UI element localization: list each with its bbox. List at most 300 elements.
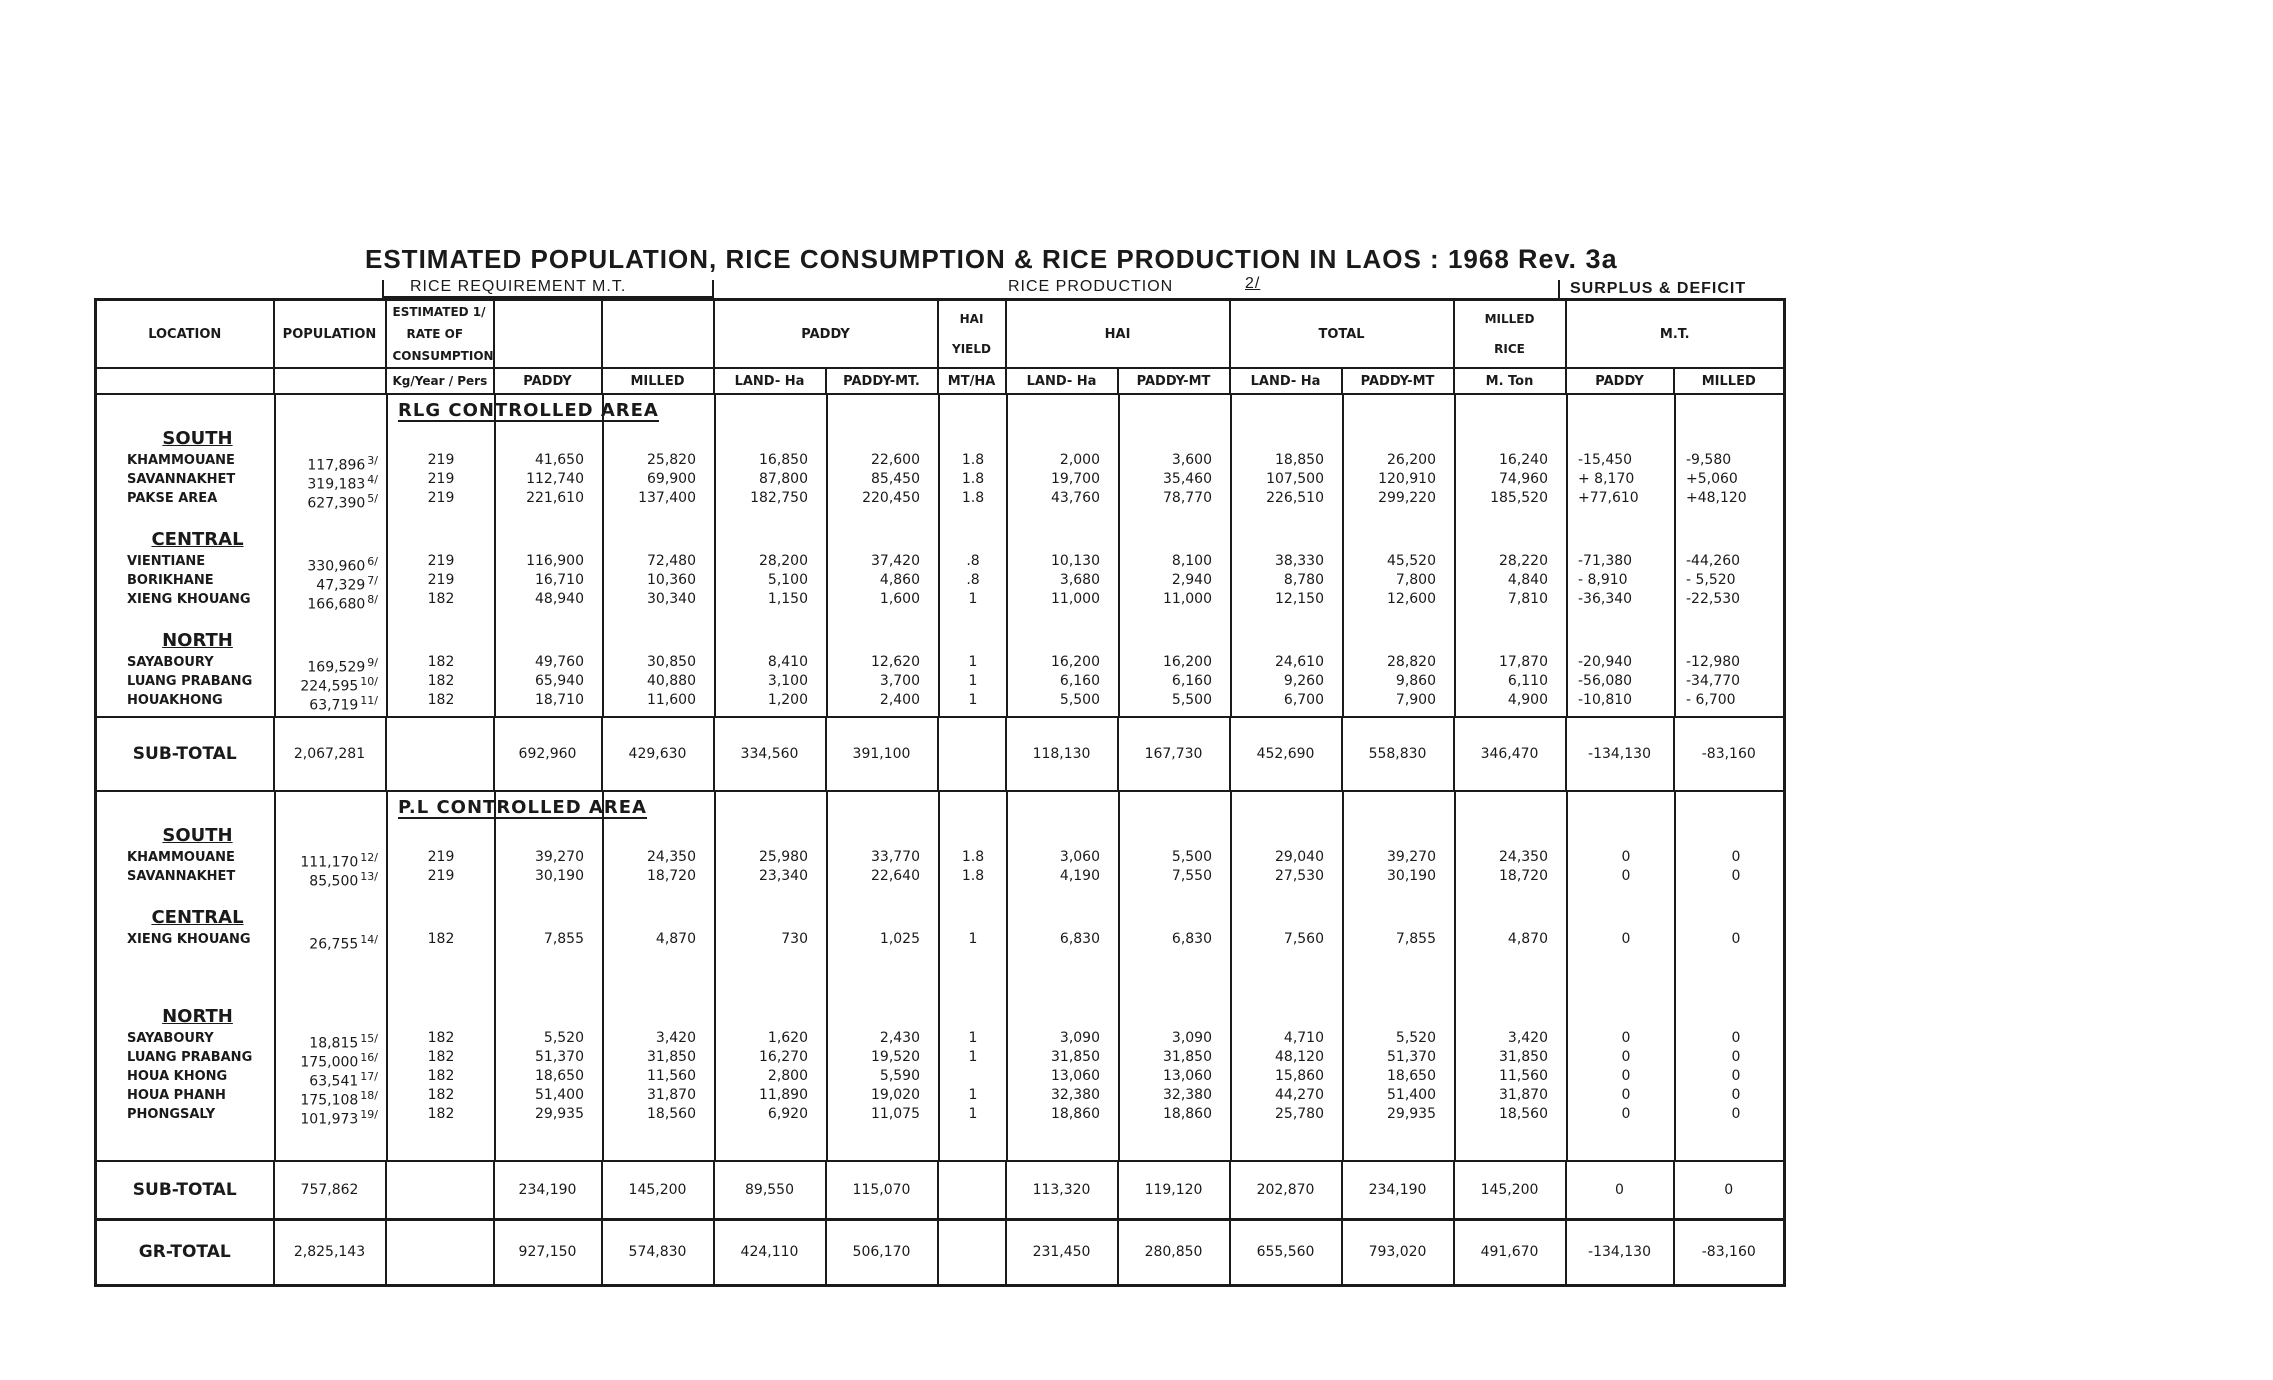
footnote-ref: 7/ <box>367 574 378 587</box>
region-heading-space <box>388 526 494 552</box>
region-heading-space <box>1676 526 1786 552</box>
pl-col-loc <box>97 792 275 1160</box>
rlg-banner-space <box>1456 395 1566 425</box>
cell-pop <box>276 1048 386 1071</box>
cell-smil: 0 <box>1731 1068 1741 1084</box>
cell-hland: 3,060 <box>1059 849 1100 865</box>
cell-rmil: 18,720 <box>647 868 696 884</box>
milled-rice-line-2: RICE <box>1494 342 1525 356</box>
rlg-banner-space <box>97 395 274 425</box>
cell-tpad: 18,650 <box>1387 1068 1436 1084</box>
cell-smil: -22,530 <box>1686 591 1741 607</box>
cell-rate: 182 <box>427 931 455 947</box>
cell-hland: 6,830 <box>1059 931 1100 947</box>
region-gap <box>1456 609 1566 627</box>
cell-rmil: 30,850 <box>647 654 696 670</box>
region-gap <box>604 949 714 1003</box>
cell-yld <box>940 1067 1006 1086</box>
cell-rate: 219 <box>427 572 455 588</box>
region-heading-space <box>1008 904 1118 930</box>
footnote-ref: 5/ <box>367 492 378 505</box>
pl-col-hland <box>1007 792 1119 1160</box>
region-gap <box>1232 609 1342 627</box>
population-value: 175,108 <box>300 1092 359 1109</box>
cell-smil: 0 <box>1731 1049 1741 1065</box>
region-heading-space <box>1568 627 1674 653</box>
population-value: 224,595 <box>300 678 359 695</box>
cell-rate: 182 <box>427 673 455 689</box>
pl-banner-space <box>1120 792 1230 822</box>
pl-banner-space <box>1568 792 1674 822</box>
cell-tpad: 120,910 <box>1378 471 1436 487</box>
pl-subtotal-mill: 145,200 <box>1454 1161 1566 1219</box>
cell-pop <box>276 552 386 575</box>
rate-unit-header: Kg/Year / Pers <box>386 368 494 394</box>
cell-tland: 25,780 <box>1275 1106 1324 1122</box>
cell-hpad: 6,830 <box>1171 931 1212 947</box>
region-gap <box>1120 1124 1230 1130</box>
population-value: 169,529 <box>307 659 366 676</box>
paddy-land-header: LAND- Ha <box>714 368 826 394</box>
region-gap <box>1120 710 1230 716</box>
rlg-subtotal-rpad: 692,960 <box>494 717 602 791</box>
rate-line-2: RATE OF <box>406 327 464 341</box>
cell-pop <box>276 1067 386 1090</box>
cell-yld: .8 <box>966 572 980 588</box>
footnote-ref: 15/ <box>360 1032 378 1045</box>
cell-hpad: 11,000 <box>1163 591 1212 607</box>
cell-pmt: 85,450 <box>871 471 920 487</box>
region-heading-space <box>388 822 494 848</box>
rlg-banner-space <box>716 395 826 425</box>
region-gap <box>97 1124 274 1130</box>
region-gap <box>1344 1124 1454 1130</box>
population-value: 117,896 <box>307 457 366 474</box>
cell-rpad: 221,610 <box>526 490 584 506</box>
rlg-lines-yld <box>940 395 1006 716</box>
cell-yld: 1 <box>968 931 978 947</box>
grand-total-pop: 2,825,143 <box>274 1219 386 1285</box>
region-heading-space <box>496 1003 602 1029</box>
cell-land: 16,850 <box>759 452 808 468</box>
region-heading-space <box>1456 822 1566 848</box>
region-heading-space <box>1456 627 1566 653</box>
cell-smil: -34,770 <box>1686 673 1741 689</box>
region-heading-space <box>276 822 386 848</box>
cell-tpad: 39,270 <box>1387 849 1436 865</box>
region-gap <box>716 609 826 627</box>
region-heading-space <box>716 822 826 848</box>
cell-hpad: 16,200 <box>1163 654 1212 670</box>
region-heading-space <box>388 1003 494 1029</box>
cell-hland: 16,200 <box>1051 654 1100 670</box>
region-gap <box>97 886 274 904</box>
total-land-header: LAND- Ha <box>1230 368 1342 394</box>
region-heading-space <box>604 425 714 451</box>
region-gap <box>1344 710 1454 716</box>
cell-mill: 3,420 <box>1507 1030 1548 1046</box>
cell-rmil: 40,880 <box>647 673 696 689</box>
cell-tpad: 9,860 <box>1395 673 1436 689</box>
population-value: 101,973 <box>300 1111 359 1128</box>
cell-smil: - 5,520 <box>1686 572 1736 588</box>
region-gap <box>716 710 826 716</box>
cell-hland: 4,190 <box>1059 868 1100 884</box>
cell-hpad: 6,160 <box>1171 673 1212 689</box>
pl-subtotal-row <box>96 1161 1785 1219</box>
cell-rmil: 72,480 <box>647 553 696 569</box>
region-gap <box>1120 508 1230 526</box>
cell-tpad: 51,400 <box>1387 1087 1436 1103</box>
cell-rpad: 112,740 <box>526 471 584 487</box>
rice-production-label: RICE PRODUCTION <box>1008 278 1174 295</box>
pl-subtotal-rmil: 145,200 <box>602 1161 714 1219</box>
rlg-subtotal-rate <box>386 717 494 791</box>
region-heading-space <box>1232 627 1342 653</box>
cell-pmt: 22,600 <box>871 452 920 468</box>
cell-rate: 182 <box>427 654 455 670</box>
rlg-col-smil <box>1675 395 1786 716</box>
cell-rpad: 41,650 <box>535 452 584 468</box>
rlg-banner-space <box>1120 395 1230 425</box>
region-heading-space <box>1568 904 1674 930</box>
cell-tpad: 5,520 <box>1395 1030 1436 1046</box>
region-heading-space <box>1568 1003 1674 1029</box>
region-gap <box>940 949 1006 1003</box>
cell-smil: 0 <box>1731 868 1741 884</box>
cell-yld: 1 <box>968 1106 978 1122</box>
region-gap <box>1232 710 1342 716</box>
cell-tpad: 29,935 <box>1387 1106 1436 1122</box>
pl-banner-space <box>716 792 826 822</box>
pl-subtotal-rpad: 234,190 <box>494 1161 602 1219</box>
group-divider <box>1558 280 1560 298</box>
cell-tpad: 7,855 <box>1395 931 1436 947</box>
milled-rice-header <box>1454 300 1566 369</box>
footnote-ref: 19/ <box>360 1108 378 1121</box>
location-name: HOUA PHANH <box>127 1088 226 1103</box>
pl-subtotal-tpad: 234,190 <box>1342 1161 1454 1219</box>
cell-rmil: 25,820 <box>647 452 696 468</box>
cell-pmt: 33,770 <box>871 849 920 865</box>
rlg-col-hland <box>1007 395 1119 716</box>
cell-mill: 24,350 <box>1499 849 1548 865</box>
cell-rpad: 39,270 <box>535 849 584 865</box>
col-req-milled-top <box>602 300 714 369</box>
cell-tland: 226,510 <box>1266 490 1324 506</box>
region-gap <box>388 886 494 904</box>
cell-pop <box>276 672 386 695</box>
req-milled-header: MILLED <box>602 368 714 394</box>
footnote-ref: 10/ <box>360 675 378 688</box>
cell-rpad: 30,190 <box>535 868 584 884</box>
cell-pmt: 220,450 <box>862 490 920 506</box>
cell-rpad: 16,710 <box>535 572 584 588</box>
rate-line-3: CONSUMPTION <box>392 349 494 363</box>
region-heading-space <box>1456 904 1566 930</box>
rlg-col-mill <box>1455 395 1567 716</box>
region-gap <box>1676 886 1786 904</box>
cell-hpad: 2,940 <box>1171 572 1212 588</box>
region-heading-space <box>1008 1003 1118 1029</box>
cell-land: 11,890 <box>759 1087 808 1103</box>
cell-yld: 1.8 <box>961 471 985 487</box>
cell-rmil: 11,600 <box>647 692 696 708</box>
pl-lines-tland <box>1232 792 1342 1130</box>
region-heading-space <box>496 425 602 451</box>
cell-tland: 12,150 <box>1275 591 1324 607</box>
cell-rmil: 18,560 <box>647 1106 696 1122</box>
pl-banner-space <box>940 792 1006 822</box>
cell-spad: 0 <box>1621 868 1631 884</box>
region-heading-north: NORTH <box>162 630 233 651</box>
rlg-lines-hland <box>1008 395 1118 716</box>
cell-rpad: 48,940 <box>535 591 584 607</box>
region-gap <box>1568 508 1674 526</box>
region-gap <box>828 886 938 904</box>
region-gap <box>1676 508 1786 526</box>
region-gap <box>97 949 274 1003</box>
location-name: PAKSE AREA <box>127 491 218 506</box>
cell-rpad: 5,520 <box>543 1030 584 1046</box>
region-gap <box>940 886 1006 904</box>
pl-subtotal-hland: 113,320 <box>1006 1161 1118 1219</box>
col-consumption-rate <box>386 300 494 369</box>
cell-rpad: 49,760 <box>535 654 584 670</box>
cell-pop <box>276 930 386 953</box>
pl-lines-loc <box>97 792 274 1130</box>
cell-hland: 10,130 <box>1051 553 1100 569</box>
region-gap <box>1676 1124 1786 1130</box>
pl-lines-spad <box>1568 792 1674 1130</box>
rlg-lines-tland <box>1232 395 1342 716</box>
region-heading-space <box>716 526 826 552</box>
region-gap <box>1456 886 1566 904</box>
region-heading-space <box>1120 627 1230 653</box>
cell-hpad: 78,770 <box>1163 490 1212 506</box>
cell-yld: 1 <box>968 1049 978 1065</box>
cell-tland: 38,330 <box>1275 553 1324 569</box>
region-gap <box>716 508 826 526</box>
rlg-subtotal-smil: -83,160 <box>1674 717 1785 791</box>
cell-mill: 7,810 <box>1507 591 1548 607</box>
cell-pmt: 3,700 <box>879 673 920 689</box>
region-heading-space <box>1008 425 1118 451</box>
rlg-subtotal-pop: 2,067,281 <box>274 717 386 791</box>
cell-mill: 31,850 <box>1499 1049 1548 1065</box>
hai-land-header: LAND- Ha <box>1006 368 1118 394</box>
pl-lines-hpad <box>1120 792 1230 1130</box>
pl-subtotal-rate <box>386 1161 494 1219</box>
population-value: 85,500 <box>309 873 359 890</box>
cell-spad: 0 <box>1621 1030 1631 1046</box>
cell-rate: 219 <box>427 471 455 487</box>
population-value: 166,680 <box>307 596 366 613</box>
cell-hland: 43,760 <box>1051 490 1100 506</box>
cell-yld: .8 <box>966 553 980 569</box>
region-heading-space <box>97 822 274 848</box>
cell-rpad: 7,855 <box>543 931 584 947</box>
cell-pop <box>276 1086 386 1109</box>
cell-rmil: 10,360 <box>647 572 696 588</box>
cell-spad: 0 <box>1621 931 1631 947</box>
pl-banner-space <box>1344 792 1454 822</box>
region-heading-space <box>1344 526 1454 552</box>
region-gap <box>388 710 494 716</box>
rlg-col-pmt <box>827 395 939 716</box>
cell-spad: -71,380 <box>1578 553 1633 569</box>
rlg-lines-land <box>716 395 826 716</box>
cell-rate: 182 <box>427 1106 455 1122</box>
region-heading-space <box>276 526 386 552</box>
rice-table <box>94 298 1786 1287</box>
pl-lines-mill <box>1456 792 1566 1130</box>
region-heading-space <box>828 526 938 552</box>
population-value: 330,960 <box>307 558 366 575</box>
cell-rate: 219 <box>427 868 455 884</box>
location-name: KHAMMOUANE <box>127 850 235 865</box>
rlg-lines-smil <box>1676 395 1786 716</box>
region-heading-space <box>1232 526 1342 552</box>
cell-yld: 1.8 <box>961 849 985 865</box>
region-gap <box>1568 886 1674 904</box>
location-name: XIENG KHOUANG <box>127 592 251 607</box>
rlg-lines-loc <box>97 395 274 716</box>
cell-rmil: 137,400 <box>638 490 696 506</box>
region-heading-space <box>1456 526 1566 552</box>
cell-tland: 18,850 <box>1275 452 1324 468</box>
rlg-subtotal-spad: -134,130 <box>1566 717 1674 791</box>
pl-banner-space <box>388 792 647 822</box>
pl-col-pop <box>275 792 387 1160</box>
cell-hland: 5,500 <box>1059 692 1100 708</box>
cell-rmil: 3,420 <box>655 1030 696 1046</box>
region-heading-space <box>940 904 1006 930</box>
cell-hpad: 5,500 <box>1171 692 1212 708</box>
rlg-subtotal-land: 334,560 <box>714 717 826 791</box>
rlg-lines-mill <box>1456 395 1566 716</box>
cell-spad: -15,450 <box>1578 452 1633 468</box>
region-heading-space <box>1676 1003 1786 1029</box>
rlg-col-hpad <box>1119 395 1231 716</box>
region-gap <box>716 886 826 904</box>
cell-rpad: 116,900 <box>526 553 584 569</box>
region-gap <box>828 1124 938 1130</box>
cell-pop <box>276 1105 386 1128</box>
footnote-ref: 4/ <box>367 473 378 486</box>
pl-lines-rpad <box>496 792 602 1130</box>
cell-tland: 29,040 <box>1275 849 1324 865</box>
region-heading-space <box>276 425 386 451</box>
cell-mill: 4,900 <box>1507 692 1548 708</box>
region-gap <box>97 508 274 526</box>
region-heading-space <box>1344 904 1454 930</box>
rlg-subtotal-tpad: 558,830 <box>1342 717 1454 791</box>
cell-hpad: 5,500 <box>1171 849 1212 865</box>
revision-label: Rev. 3a <box>1518 244 1618 274</box>
cell-hland: 6,160 <box>1059 673 1100 689</box>
grand-total-row <box>96 1219 1785 1285</box>
region-heading-space <box>1120 1003 1230 1029</box>
region-heading-space <box>388 904 494 930</box>
cell-hland: 2,000 <box>1059 452 1100 468</box>
cell-rmil: 30,340 <box>647 591 696 607</box>
cell-tpad: 12,600 <box>1387 591 1436 607</box>
pl-section <box>96 791 1785 1161</box>
region-gap <box>1008 710 1118 716</box>
grand-total-hpad: 280,850 <box>1118 1219 1230 1285</box>
cell-yld: 1.8 <box>961 490 985 506</box>
footnote-ref: 17/ <box>360 1070 378 1083</box>
region-gap <box>604 508 714 526</box>
pl-subtotal-tland: 202,870 <box>1230 1161 1342 1219</box>
rlg-col-rpad <box>495 395 603 716</box>
region-heading-central: CENTRAL <box>151 907 244 928</box>
region-gap <box>1456 710 1566 716</box>
cell-pmt: 2,400 <box>879 692 920 708</box>
region-gap <box>97 710 274 716</box>
rlg-banner-space <box>1008 395 1118 425</box>
cell-yld: 1 <box>968 1087 978 1103</box>
region-gap <box>940 508 1006 526</box>
cell-hland: 3,090 <box>1059 1030 1100 1046</box>
footnote-ref: 11/ <box>360 694 378 707</box>
cell-tpad: 28,820 <box>1387 654 1436 670</box>
cell-rpad: 18,710 <box>535 692 584 708</box>
production-footnote-ref: 2/ <box>1245 275 1261 292</box>
pl-col-rpad <box>495 792 603 1160</box>
rlg-banner-space <box>388 395 659 425</box>
cell-mill: 6,110 <box>1507 673 1548 689</box>
rlg-col-yld <box>939 395 1007 716</box>
cell-smil: - 6,700 <box>1686 692 1736 708</box>
cell-rate: 182 <box>427 692 455 708</box>
region-gap <box>1008 949 1118 1003</box>
cell-land: 8,410 <box>767 654 808 670</box>
region-heading-space <box>1008 627 1118 653</box>
region-gap <box>1568 949 1674 1003</box>
cell-land: 6,920 <box>767 1106 808 1122</box>
location-name: BORIKHANE <box>127 573 214 588</box>
cell-spad: 0 <box>1621 1106 1631 1122</box>
cell-pmt: 22,640 <box>871 868 920 884</box>
rice-requirement-label: RICE REQUIREMENT M.T. <box>410 278 627 295</box>
footnote-ref: 8/ <box>367 593 378 606</box>
pl-col-smil <box>1675 792 1786 1160</box>
cell-hpad: 7,550 <box>1171 868 1212 884</box>
cell-mill: 17,870 <box>1499 654 1548 670</box>
cell-hpad: 13,060 <box>1163 1068 1212 1084</box>
cell-tpad: 51,370 <box>1387 1049 1436 1065</box>
surplus-paddy-header: PADDY <box>1566 368 1674 394</box>
cell-rate: 182 <box>427 1049 455 1065</box>
region-gap <box>1008 609 1118 627</box>
rlg-col-tpad <box>1343 395 1455 716</box>
grand-total-land: 424,110 <box>714 1219 826 1285</box>
region-gap <box>1232 1124 1342 1130</box>
population-value: 26,755 <box>309 936 359 953</box>
hai-paddy-header: PADDY-MT <box>1118 368 1230 394</box>
region-heading-south: SOUTH <box>162 825 233 846</box>
cell-spad: -10,810 <box>1578 692 1633 708</box>
region-heading-space <box>1232 425 1342 451</box>
region-heading-space <box>828 904 938 930</box>
region-heading-space <box>496 822 602 848</box>
cell-rpad: 51,370 <box>535 1049 584 1065</box>
region-heading-space <box>496 627 602 653</box>
region-gap <box>1344 609 1454 627</box>
region-gap <box>716 1124 826 1130</box>
